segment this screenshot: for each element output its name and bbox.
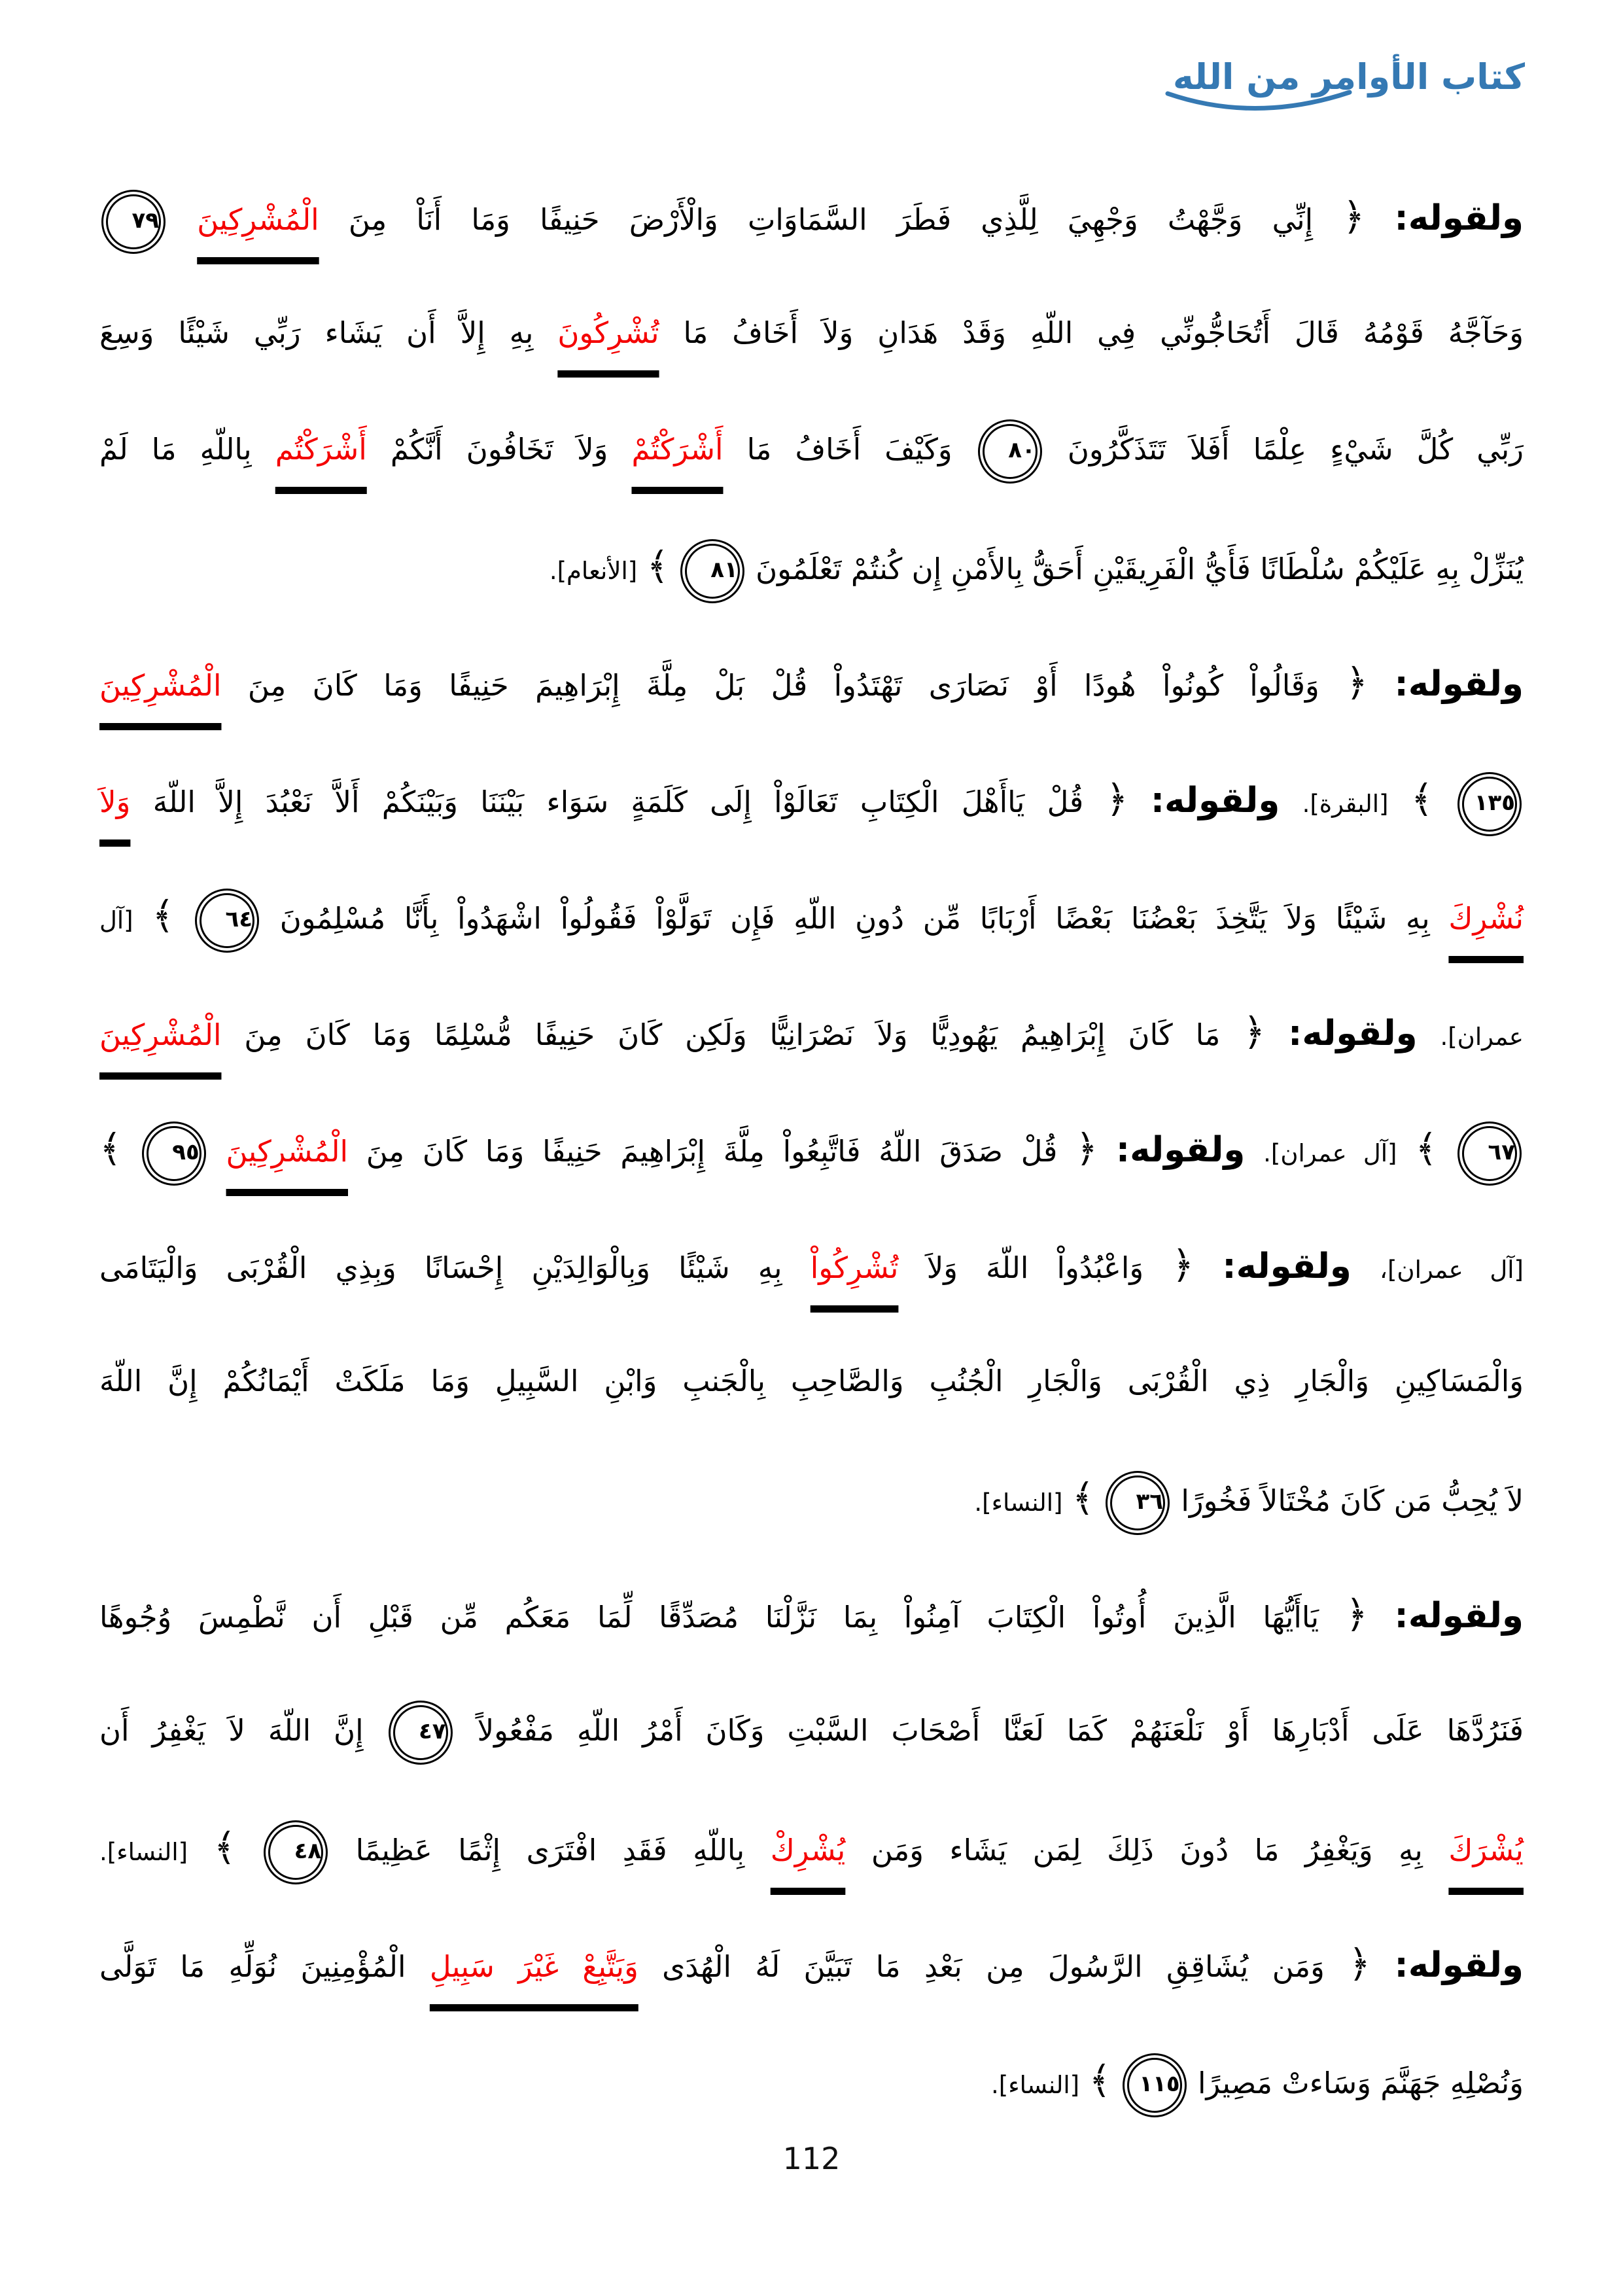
verse-text: بِهِ شَيْئًا وَلاَ يَتَّخِذَ بَعْضُنَا بَعْضًا أَرْبَابًا مِّن دُونِ اللّهِ فَإِن تَوَلَّوْاْ فَقُولُواْ اشْهَدُواْ بِأَنَّا مُسْلِمُونَ <box>279 901 1430 936</box>
quote-open-bracket: ﴿ <box>1348 1941 1371 1986</box>
quote-open-bracket: ﴿ <box>1346 660 1369 705</box>
verse-text: يَاأَيُّهَا الَّذِينَ أُوتُواْ الْكِتَابَ آمِنُواْ بِمَا نَزَّلْنَا مُصَدِّقًا لِّمَا مَعَكُم مِّن قَبْلِ أَن نَّطْمِسَ وُجُوهًا <box>99 1600 1319 1634</box>
quote-open-bracket: ﴿ <box>1342 194 1365 239</box>
surah-reference: [النساء]. <box>974 1489 1063 1517</box>
body-line <box>99 974 1524 1090</box>
highlighted-word: تُشْرِكُواْ <box>810 1250 899 1285</box>
verse-text: وَنُصْلِهِ جَهَنَّمَ وَسَاءتْ مَصِيرًا <box>1197 2066 1524 2100</box>
highlighted-word: تُشْرِكُونَ <box>557 315 659 350</box>
body-line <box>99 2022 1524 2138</box>
surah-reference: [آل عمران]. <box>1263 1139 1397 1167</box>
quote-close-bracket: ﴾ <box>213 1825 236 1869</box>
body-line <box>99 275 1524 391</box>
quote-open-bracket: ﴿ <box>1172 1243 1195 1287</box>
verse-text: وَحَآجَّهُ قَوْمُهُ قَالَ أَتُحَاجُّونِّي فِي اللّهِ وَقَدْ هَدَانِ وَلاَ أَخَافُ مَا <box>683 315 1524 350</box>
body-line <box>99 1672 1524 1789</box>
verse-text: بِهِ شَيْئًا وَبِالْوَالِدَيْنِ إِحْسَانًا وَبِذِي الْقُرْبَى وَالْيَتَامَى <box>99 1250 782 1285</box>
surah-reference: [البقرة]. <box>1302 790 1389 818</box>
verse-text: وَكَيْفَ أَخَافُ مَا <box>746 432 952 467</box>
highlighted-word: يُشْرَكَ <box>1448 1833 1524 1867</box>
calligraphy-swash-ornament <box>1164 90 1353 113</box>
chapter-title: كتاب الأوامر من الله <box>1172 56 1525 97</box>
quote-intro: ولقوله: <box>1115 1130 1246 1170</box>
surah-reference: [النساء]. <box>99 1838 188 1866</box>
body-line <box>99 857 1524 974</box>
verse-text: رَبِّي كُلَّ شَيْءٍ عِلْمًا أَفَلاَ تَتَذَكَّرُونَ <box>1067 432 1524 467</box>
highlighted-word: الْمُشْرِكِينَ <box>226 1134 349 1169</box>
body-line <box>99 741 1524 857</box>
quote-close-bracket: ﴾ <box>1089 2058 1111 2102</box>
verse-text: الْمُؤْمِنِينَ نُوَلِّهِ مَا تَوَلَّى <box>99 1949 406 1984</box>
quote-intro: ولقوله: <box>1288 1014 1418 1053</box>
quote-intro: ولقوله: <box>1394 664 1524 704</box>
highlighted-word: يُشْرِكْ <box>770 1833 846 1867</box>
surah-reference: [آل <box>99 906 133 934</box>
verse-text: بِاللّهِ مَا لَمْ <box>99 432 252 467</box>
verse-text: وَقَالُواْ كُونُواْ هُودًا أَوْ نَصَارَى تَهْتَدُواْ قُلْ بَلْ مِلَّةَ إِبْرَاهِيمَ حَنِيفًا وَمَا كَانَ مِنَ <box>247 668 1319 703</box>
verse-text: بِاللّهِ فَقَدِ افْتَرَى إِثْمًا عَظِيمًا <box>355 1833 745 1867</box>
ayah-number-medallion: ٤٨ <box>268 1825 323 1880</box>
quote-intro: ولقوله: <box>1394 198 1524 238</box>
quote-close-bracket: ﴾ <box>152 893 175 938</box>
ayah-number-medallion: ٤٧ <box>393 1705 448 1760</box>
verse-text: وَاعْبُدُواْ اللّهَ وَلاَ <box>926 1250 1144 1285</box>
body-line <box>99 1905 1524 2022</box>
body-line <box>99 1207 1524 1323</box>
highlighted-word: وَلاَ <box>99 785 131 819</box>
quran-quotes-block <box>99 158 1524 2138</box>
verse-text: وَالْمَسَاكِينِ وَالْجَارِ ذِي الْقُرْبَى وَالْجَارِ الْجُنُبِ وَالصَّاحِبِ بِالْجَنبِ وَابْنِ السَّبِيلِ وَمَا مَلَكَتْ أَيْمَانُكُمْ إِنَّ اللّهَ <box>99 1364 1524 1398</box>
highlighted-word: أَشْرَكْتُمْ <box>631 432 724 467</box>
quote-open-bracket: ﴿ <box>1075 1126 1098 1171</box>
verse-text: قُلْ يَاأَهْلَ الْكِتَابِ تَعَالَوْاْ إِلَى كَلَمَةٍ سَوَاء بَيْنَنَا وَبَيْنَكُمْ أَلاَّ نَعْبُدَ إِلاَّ اللّهَ <box>152 785 1084 819</box>
verse-text: وَلاَ تَخَافُونَ أَنَّكُمْ <box>390 432 608 467</box>
ayah-number-medallion: ١١٥ <box>1127 2058 1182 2113</box>
body-line <box>99 624 1524 741</box>
body-line <box>99 1556 1524 1672</box>
verse-text: فَنَرُدَّهَا عَلَى أَدْبَارِهَا أَوْ نَلْعَنَهُمْ كَمَا لَعَنَّا أَصْحَابَ السَّبْتِ وَكَانَ أَمْرُ اللّهِ مَفْعُولاً <box>477 1713 1524 1748</box>
highlighted-word: وَيَتَّبِعْ غَيْرَ سَبِيلِ <box>429 1949 638 1984</box>
verse-text: لاَ يُحِبُّ مَن كَانَ مُخْتَالاً فَخُورًا <box>1181 1483 1524 1518</box>
ayah-number-medallion: ٨١ <box>685 544 740 599</box>
body-line <box>99 391 1524 508</box>
ayah-number-medallion: ١٣٥ <box>1462 777 1517 832</box>
body-line <box>99 508 1524 624</box>
verse-text: مَا كَانَ إِبْرَاهِيمُ يَهُودِيًّا وَلاَ نَصْرَانِيًّا وَلَكِن كَانَ حَنِيفًا مُّسْلِمًا وَمَا كَانَ مِنَ <box>244 1017 1221 1052</box>
quote-close-bracket: ﴾ <box>1415 1126 1438 1171</box>
ayah-number-medallion: ٦٤ <box>200 893 254 948</box>
verse-text: بِهِ وَيَغْفِرُ مَا دُونَ ذَلِكَ لِمَن يَشَاء وَمَن <box>871 1833 1423 1867</box>
surah-reference: [الأنعام]. <box>549 557 638 585</box>
verse-text: يُنَزِّلْ بِهِ عَلَيْكُمْ سُلْطَانًا فَأَيُّ الْفَرِيقَيْنِ أَحَقُّ بِالأَمْنِ إِن كُنتُمْ تَعْلَمُونَ <box>756 552 1524 586</box>
verse-text: قُلْ صَدَقَ اللّهُ فَاتَّبِعُواْ مِلَّةَ إِبْرَاهِيمَ حَنِيفًا وَمَا كَانَ مِنَ <box>366 1134 1058 1169</box>
ayah-number-medallion: ٣٦ <box>1110 1475 1165 1530</box>
surah-reference: [النساء]. <box>991 2071 1080 2099</box>
quote-intro: ولقوله: <box>1222 1246 1352 1286</box>
highlighted-word: الْمُشْرِكِينَ <box>197 202 319 237</box>
quote-intro: ولقوله: <box>1394 1596 1524 1636</box>
ayah-number-medallion: ٩٥ <box>147 1126 201 1181</box>
body-line <box>99 1439 1524 1556</box>
page-number: 112 <box>782 2141 841 2176</box>
chapter-header <box>1173 56 1525 97</box>
quote-close-bracket: ﴾ <box>646 544 669 588</box>
quote-intro: ولقوله: <box>1150 781 1280 821</box>
quote-close-bracket: ﴾ <box>1410 777 1433 821</box>
ayah-number-medallion: ٦٧ <box>1462 1126 1517 1181</box>
quote-close-bracket: ﴾ <box>1072 1475 1094 1520</box>
quote-open-bracket: ﴿ <box>1345 1592 1368 1636</box>
quote-intro: ولقوله: <box>1394 1945 1524 1985</box>
highlighted-word: أَشْرَكْتُم <box>275 432 367 467</box>
highlighted-word: الْمُشْرِكِينَ <box>99 1017 222 1052</box>
body-line <box>99 1323 1524 1439</box>
body-line <box>99 158 1524 275</box>
surah-reference: عمران]. <box>1440 1023 1524 1051</box>
verse-text: وَمَن يُشَاقِقِ الرَّسُولَ مِن بَعْدِ مَا تَبَيَّنَ لَهُ الْهُدَى <box>662 1949 1325 1984</box>
quote-close-bracket: ﴾ <box>99 1126 122 1171</box>
ayah-number-medallion: ٨٠ <box>983 424 1038 479</box>
body-line <box>99 1090 1524 1207</box>
quote-open-bracket: ﴿ <box>1243 1010 1266 1054</box>
body-line <box>99 1789 1524 1905</box>
verse-text: بِهِ إِلاَّ أَن يَشَاء رَبِّي شَيْئًا وَسِعَ <box>99 315 534 350</box>
quote-open-bracket: ﴿ <box>1106 777 1128 821</box>
ayah-number-medallion: ٧٩ <box>106 194 161 249</box>
surah-reference: [آل عمران]، <box>1380 1256 1524 1284</box>
highlighted-word: الْمُشْرِكِينَ <box>99 668 222 703</box>
highlighted-word: نُشْرِكَ <box>1448 901 1524 936</box>
verse-text: إِنَّ اللّهَ لاَ يَغْفِرُ أَن <box>99 1713 364 1748</box>
verse-text: إِنِّي وَجَّهْتُ وَجْهِيَ لِلَّذِي فَطَرَ السَّمَاوَاتِ وَالْأَرْضَ حَنِيفًا وَمَا أَنَاْ مِنَ <box>348 202 1314 237</box>
